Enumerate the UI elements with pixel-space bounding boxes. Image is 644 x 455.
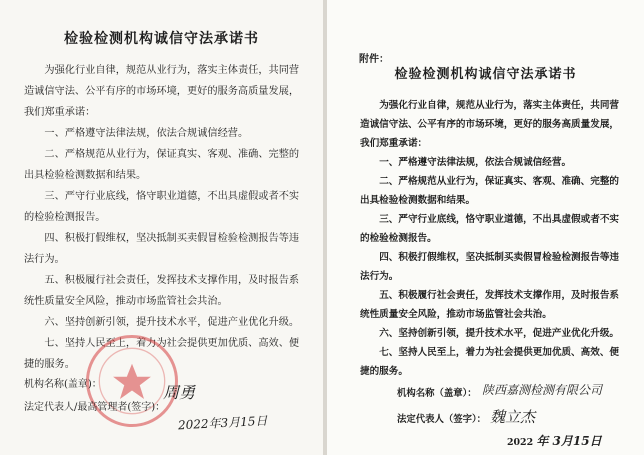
right-date-month-day: 年 3月15日 [536, 434, 602, 448]
left-date: 2022年3月15日 [177, 413, 268, 433]
left-commitment-7: 七、坚持人民至上，着力为社会提供更加优质、高效、便捷的服务。 [24, 338, 300, 370]
right-commitment-1: 一、严格遵守法律法规，依法合规诚信经营。 [379, 157, 572, 168]
right-document-page [327, 0, 644, 455]
left-representative-label: 法定代表人/最高管理者(签字)： [24, 402, 166, 413]
right-commitment-4: 四、积极打假维权，坚决抵制买卖假冒检验检测报告等违法行为。 [360, 252, 620, 282]
right-representative-label: 法定代表人（签字）： [397, 414, 487, 425]
right-commitment-2: 二、严格规范从业行为，保证真实、客观、准确、完整的出具检验检测数据和结果。 [360, 176, 620, 206]
right-commitment-3: 三、严守行业底线，恪守职业道德，不出具虚假或者不实的检验检测报告。 [360, 214, 620, 244]
left-document-title: 检验检测机构诚信守法承诺书 [64, 31, 259, 47]
left-commitment-4: 四、积极打假维权，坚决抵制买卖假冒检验检测报告等违法行为。 [24, 233, 300, 265]
right-organization-label: 机构名称（盖章）： [397, 388, 477, 399]
right-date [507, 432, 602, 449]
left-commitment-5: 五、积极履行社会责任，发挥技术支撑作用，及时报告系统性质量安全风险，推动市场监管社会共治。 [24, 275, 300, 307]
left-commitment-2: 二、严格规范从业行为，保证真实、客观、准确、完整的出具检验检测数据和结果。 [24, 149, 300, 181]
right-date-year: 2022 [507, 437, 534, 448]
left-intro-paragraph: 为强化行业自律，规范从业行为，落实主体责任，共同营造诚信守法、公平有序的市场环境，更好的服务高质量发展，我们郑重承诺： [24, 65, 300, 118]
right-intro-paragraph: 为强化行业自律，规范从业行为，落实主体责任，共同营造诚信守法、公平有序的市场环境，更好的服务高质量发展，我们郑重承诺： [360, 100, 620, 149]
right-commitment-7: 七、坚持人民至上，着力为社会提供更加优质、高效、便捷的服务。 [360, 347, 620, 377]
right-signature: 魏立杰 [490, 408, 536, 426]
right-commitment-6: 六、坚持创新引领，提升技术水平，促进产业优化升级。 [379, 328, 620, 339]
left-signature: 周勇 [163, 383, 196, 402]
left-organization-label: 机构名称(盖章)： [24, 379, 102, 390]
right-organization-handwritten: 陕西嘉测检测有限公司 [482, 383, 603, 397]
right-document-title: 检验检测机构诚信守法承诺书 [394, 67, 577, 82]
left-commitment-6: 六、坚持创新引领，提升技术水平，促进产业优化升级。 [44, 317, 300, 328]
annex-label: 附件： [359, 54, 389, 65]
left-commitment-1: 一、严格遵守法律法规，依法合规诚信经营。 [44, 128, 249, 139]
right-commitment-5: 五、积极履行社会责任，发挥技术支撑作用，及时报告系统性质量安全风险，推动市场监管社会共治。 [360, 290, 620, 320]
left-commitment-3: 三、严守行业底线，恪守职业道德，不出具虚假或者不实的检验检测报告。 [24, 191, 300, 223]
